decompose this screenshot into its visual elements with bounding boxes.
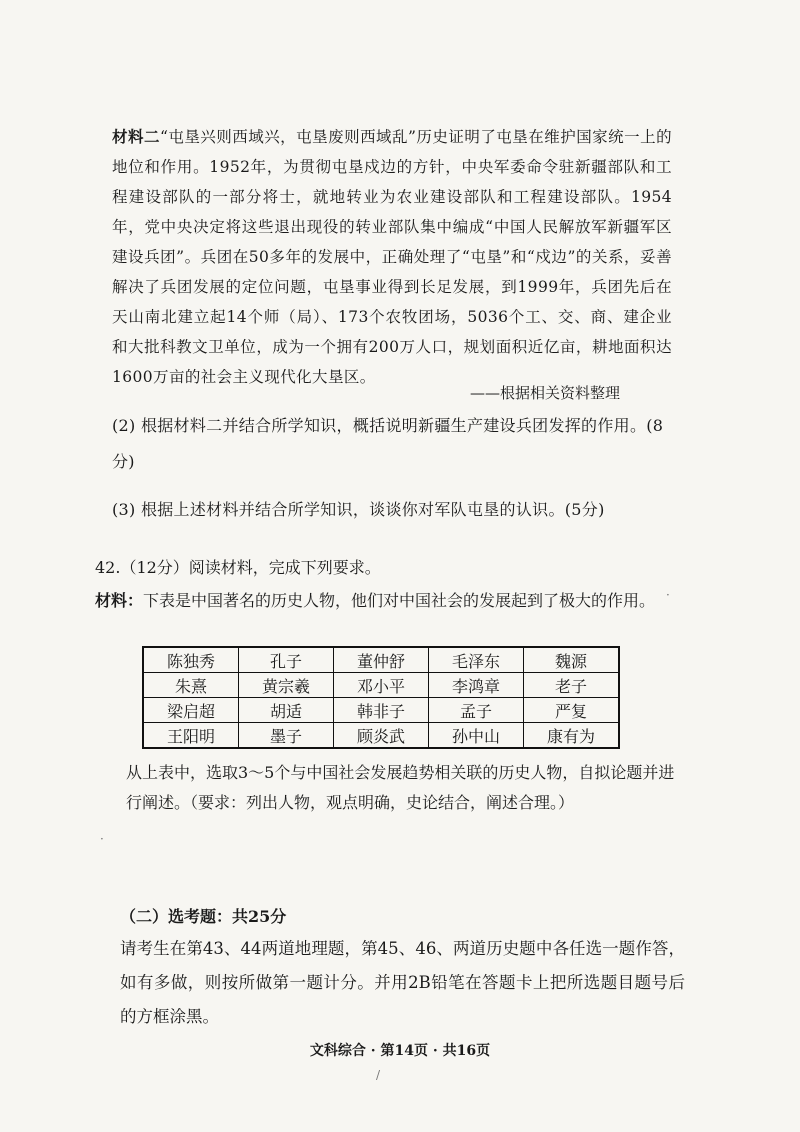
- table-row: [143, 673, 619, 698]
- question-42-instruction: 从上表中，选取3～5个与中国社会发展趋势相关联的历史人物，自拟论题并进行阐述。（要求：列出人物，观点明确，史论结合，阐述合理。）: [126, 763, 675, 812]
- section2-title: （二）选考题：共25分: [120, 907, 287, 926]
- table-cell: 严复: [524, 698, 620, 723]
- q42-material-lead: 材料：: [95, 591, 144, 610]
- historical-figures-table: [142, 646, 620, 749]
- table-cell: 王阳明: [143, 723, 239, 749]
- section2-body: 请考生在第43、44两道地理题，第45、46、两道历史题中各任选一题作答，如有多做，则按所做第一题计分。并用2B铅笔在答题卡上把所选题目题号后的方框涂黑。: [120, 939, 685, 1026]
- table-cell: 陈独秀: [143, 647, 239, 673]
- material2-paragraph: [112, 122, 672, 392]
- material2-source: ——根据相关资料整理: [470, 384, 621, 402]
- table-cell: 孙中山: [429, 723, 524, 749]
- table-cell: 孟子: [429, 698, 524, 723]
- q42-material-text: 下表是中国著名的历史人物，他们对中国社会的发展起到了极大的作用。: [143, 591, 656, 610]
- table-cell: 康有为: [524, 723, 620, 749]
- table-row: [143, 698, 619, 723]
- table-cell: 韩非子: [334, 698, 429, 723]
- table-cell: 孔子: [239, 647, 334, 673]
- table-cell: 胡适: [239, 698, 334, 723]
- table-row: [143, 647, 619, 673]
- table-cell: 魏源: [524, 647, 620, 673]
- question-2: (2) 根据材料二并结合所学知识，概括说明新疆生产建设兵团发挥的作用。(8分): [112, 416, 664, 471]
- question-3: (3) 根据上述材料并结合所学知识，谈谈你对军队屯垦的认识。(5分): [112, 500, 605, 519]
- table-cell: 毛泽东: [429, 647, 524, 673]
- table-cell: 李鸿章: [429, 673, 524, 698]
- table-cell: 董仲舒: [334, 647, 429, 673]
- table-cell: 墨子: [239, 723, 334, 749]
- table-cell: 顾炎武: [334, 723, 429, 749]
- table-cell: 黄宗羲: [239, 673, 334, 698]
- table-cell: 梁启超: [143, 698, 239, 723]
- table-cell: 老子: [524, 673, 620, 698]
- page-footer: 文科综合 · 第14页 · 共16页: [309, 1043, 491, 1059]
- material2-text: “屯垦兴则西域兴，屯垦废则西域乱”历史证明了屯垦在维护国家统一上的地位和作用。1952年，为贯彻屯垦戍边的方针，中央军委命令驻新疆部队和工程建设部队的一部分将士，就地转业为农业建设部队和工程建设部队。1954年，党中央决定将这些退出现役的转业部队集中编成“中国人民解放军新疆军区建设兵团”。兵团在50多年的发展中，正确处理了“屯垦”和“戍边”的关系，妥善解决了兵团发展的定位问题，屯垦事业得到长足发展，到1999年，兵团先后在天山南北建立起14个师（局）、173个农牧团场，5036个工、交、商、建企业和大批科教文卫单位，成为一个拥有200万人口，规划面积近亿亩，耕地面积达1600万亩的社会主义现代化大垦区。: [112, 128, 672, 386]
- table-cell: 邓小平: [334, 673, 429, 698]
- table-cell: 朱熹: [143, 673, 239, 698]
- question-42-material: [95, 584, 685, 618]
- scan-speck: ·: [666, 588, 670, 602]
- material2-lead: 材料二: [112, 127, 160, 146]
- table-row: [143, 723, 619, 749]
- question-42-header: 42.（12分）阅读材料，完成下列要求。: [95, 558, 381, 577]
- scan-speck: /: [376, 1068, 381, 1082]
- scan-speck: ·: [100, 832, 104, 846]
